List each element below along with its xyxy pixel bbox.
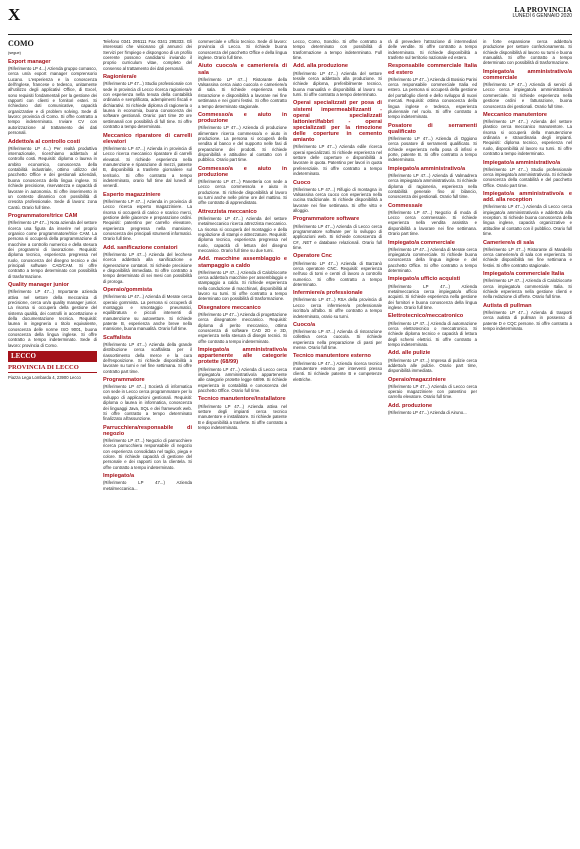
job-ad-title: Impiegato/a amministrativo/a appartenente alle categorie protette (68/99) [198, 347, 287, 366]
job-ad-body: (Riferimento LP 47...) Azienda di produzione alimentare ricerca commesso/a e aiuto in produzione. La persona si occuperà della vendita al banco e del supporto nelle fasi di preparazione dei prodotti. Si richiede disponibilità e attitudine al contatto con il pubblico. Orario part time. [198, 125, 287, 163]
job-ad [103, 133, 192, 189]
job-ad-title: Operaio/gommista [103, 287, 153, 293]
masthead-rule [8, 34, 572, 35]
job-ad-title: Infermiere/a professionale [293, 290, 363, 297]
job-ad-title: Export manager [8, 58, 51, 65]
job-ad [198, 209, 287, 254]
job-ad-body: (Riferimento LP 47...) Panetteria con sede a Lecco cerca commesso/a e aiuto in produzione. Si richiede disponibilità al lavoro su turni anche nelle prime ore del mattino. Si offre contratto di apprendistato. [198, 178, 287, 206]
job-ad [293, 253, 382, 287]
job-ad-title: Tecnico manutentore/installatore [198, 396, 286, 403]
job-ad [198, 63, 287, 108]
job-ad-title: Impiegato/a [103, 473, 135, 480]
job-ad-body: (Riferimento LP 47...) Azienda di Merate cerca operaio gommista. La persona si occuperà di montaggio e smontaggio pneumatici, equilibratura e piccoli interventi di manutenzione su autovetture. Si richiede patente B, esperienza anche breve nella mansione, buona manualità. Orario full time. [103, 294, 192, 332]
job-ad-body: (Riferimento LP 47...) Azienda della grande distribuzione cerca scaffalista per il riassortimento della merce e la cura dell'esposizione. Si richiede disponibilità a lavorare su turni e nel fine settimana. Si offre contratto part time. [103, 341, 192, 374]
job-ad-title: Impiegato/a amministrativo/a commerciale [483, 68, 572, 81]
job-ad [293, 100, 382, 176]
job-ad-title: Addetto/a al controllo costi [8, 138, 81, 145]
job-ad-title: Parrucchiera/responsabile di negozio [103, 424, 192, 437]
job-ad [483, 191, 572, 236]
job-ad-body: (Riferimento LP 47...) Azienda di Oggiono cerca posatore di serramenti qualificato. Si richiede esperienza nella posa di infissi e porte, patente B. Si offre contratto a tempo indeterminato. [388, 135, 477, 163]
job-ad-body: (Riferimento LP 47...) Azienda di Lecco cerca impiegato/a amministrativo/a appartenente alle categorie protette legge 68/99. Si richiede esperienza in contabilità e conoscenza del pacchetto Office. Orario full time. [198, 366, 287, 393]
job-ad [8, 282, 97, 348]
job-ad-title: Tecnico manutentore esterno [293, 353, 371, 360]
province-title: PROVINCIA DI LECCO [8, 364, 97, 373]
job-ad [388, 377, 477, 400]
job-ad-body: (Riferimento LP 47...) Azienda di Barzanò cerca operatore CNC. Requisiti: esperienza nell'uso di torni e centri di lavoro a controllo numerico. Si offre contratto a tempo determinato. [293, 260, 382, 287]
job-ad-body: (Riferimento LP 47...) Studio professionale con sede in provincia di Lecco ricerca ragioniera/e con esperienza nella tenuta della contabilità ordinaria e semplificata, adempimenti fiscali e dichiarativi. Si richiede diploma di ragioneria o laurea in economia, buona conoscenza dei software gestionali. Orario: part time 20 ore settimanali con possibilità di full time. Si offre contratto a tempo determinato. [103, 81, 192, 130]
column-6 [483, 39, 572, 844]
job-ad-title: Scaffalista [103, 334, 131, 341]
job-ad-body: (Riferimento LP 47...) Azienda in provincia di Lecco ricerca meccanico riparatore di carrelli elevatori. Si richiede esperienza nella manutenzione e riparazione di mezzi, patente B, disponibilità a trasferte giornaliere sul territorio. Si offre contratto a tempo indeterminato, orario full time dal lunedì al venerdì. [103, 145, 192, 189]
job-ad [293, 290, 382, 319]
job-ad-title: Meccanico riparatore di carrelli elevatori [103, 132, 192, 145]
job-ad-title: Elettrotecnico/meccatronico [388, 313, 464, 320]
job-ad [198, 112, 287, 163]
job-ad [293, 63, 382, 97]
job-ad-body: (Riferimento LP 47...) Azienda di Airuno... [388, 409, 467, 415]
job-ad-body: (Riferimento LP 47...) Nota azienda del settore ricerca una figura da inserire nel proprio organico come programmatore/trice CAM. La persona si occuperà della programmazione di macchine a controllo numerico e della stesura dei programmi di lavorazione. Requisiti: diploma tecnico, esperienza pregressa nel ruolo, conoscenza del disegno tecnico e dei principali software CAD/CAM. Si offre contratto a tempo determinato con possibilità di trasformazione. [8, 220, 97, 279]
masthead [8, 6, 572, 32]
job-ad-body: (Riferimento LP 47...) Azienda del lecchese ricerca addetto/a alla sanificazione e rigenerazione contatori. Si richiede precisione e disponibilità immediata. Si offre contratto a tempo determinato di sei mesi con possibilità di proroga. [103, 251, 192, 284]
job-ad [198, 166, 287, 206]
job-ad-body: (Riferimento LP 47...) Negozio di moda di Lecco cerca commessa/e. Si richiede esperienza nella vendita assistita e disponibilità a lavorare nei fine settimana. Orario part time. [388, 209, 477, 237]
city-heading: COMO [8, 39, 34, 48]
job-ad-body: (Riferimento LP 47...) Azienda di automazione cerca elettrotecnico o meccatronico. Si richiede diploma tecnico e capacità di lettura degli schemi elettrici. Si offre contratto a tempo indeterminato. [388, 320, 477, 347]
job-ad-title: Operaio/magazziniere [388, 376, 446, 383]
job-ad-body: (Riferimento LP 47...) Azienda attiva nel settore degli impianti cerca tecnico manutentore e installatore. Si richiede patente B e disponibilità a trasferte. Si offre contratto a tempo indeterminato. [198, 403, 287, 430]
job-ad-title: Esperto magazziniere [103, 191, 161, 198]
job-ad-body: (Riferimento LP 47...) Rifugio di montagna in Valsassina cerca cuoco con esperienza nella cucina tradizionale. Si richiede disponibilità a lavorare nei fine settimana. Si offre vitto e alloggio. [293, 186, 382, 214]
job-ad-title: Ragioniera/e [103, 74, 137, 81]
job-ad-body: (Riferimento LP 47...) Azienda di Merate cerca impiegato/a commerciale. Si richiede buona conoscenza della lingua inglese e del pacchetto Office. Si offre contratto a tempo determinato. [388, 246, 477, 274]
job-ad-title: Disegnatore meccanico [198, 304, 261, 311]
job-ad-body: (Riferimento LP 47...) Azienda di Lecco cerca impiegato/a amministrativo/a e addetto/a alla reception. Si richiede buona conoscenza della lingua inglese, capacità organizzative e attitudine al contatto con il pubblico. Orario full time. [483, 204, 572, 237]
job-ad [483, 112, 572, 157]
job-ad [388, 39, 477, 60]
job-ad [198, 347, 287, 393]
job-ad-title: Add. alla produzione [293, 63, 349, 70]
columns [8, 39, 572, 844]
job-ad-title: Cuoco/a [293, 321, 316, 328]
job-ad [293, 180, 382, 214]
job-ad-title: Impiegato/a ufficio acquisti [388, 276, 461, 283]
job-ad-body: in forte espansione cerca addetto/a produzione per settore confezionamento. Si richiede disponibilità al lavoro su turni e buona manualità. Si offre contratto a tempo determinato con possibilità di trasformazione. [483, 39, 572, 66]
job-ad [483, 271, 572, 300]
job-ad-title: Attrezzista meccanico [198, 208, 257, 215]
job-ad [103, 74, 192, 129]
job-ad [388, 403, 477, 416]
job-ad-title: Programmatore/trice CAM [8, 213, 78, 219]
job-ad-body: (Riferimento LP 47...) Azienda di Calolziocorte cerca impiegato/a commerciale Italia. Si richiede esperienza nella gestione clienti e nella redazione di offerte. Orario full time. [483, 278, 572, 300]
job-ad-title: Programmatore software [293, 216, 360, 223]
job-ad-body: (Riferimento LP 47...) Azienda edile ricerca operai specializzati. Si richiede esperienza nel settore delle coperture e disponibilità a lavorare in quota. Patentino per lavori in quota preferenziale. Si offre contratto a tempo indeterminato. [293, 144, 382, 177]
job-ad-body: (Riferimento LP 47...) Azienda di Calolziocorte cerca addetto/a macchine per assemblaggio e stampaggio a caldo. Si richiede esperienza nella conduzione di macchinari, disponibilità al lavoro su turni. Si offre contratto a tempo determinato con possibilità di trasformazione. [198, 269, 287, 302]
newspaper-name: LA PROVINCIA [514, 5, 572, 14]
job-ad [293, 39, 382, 60]
job-ad-body: (Riferimento LP 47...) Azienda di Bosisio Parini cerca responsabile commerciale Italia ed estero. La persona si occuperà della gestione del portafoglio clienti e dello sviluppo di nuovi mercati. Requisiti: ottima conoscenza della lingua inglese e tedesca, esperienza pluriennale nel ruolo. Si offre contratto a tempo indeterminato. [388, 76, 477, 120]
job-ad-body: (Riferimento LP 47...) Importante azienda attiva nel settore della meccanica di precisione, cerca un/a quality manager junior. La risorsa si occuperà della gestione del sistema qualità, dei controlli in accettazione e della documentazione tecnica. Requisiti: laurea in ingegneria o titolo equivalente, conoscenza delle norme ISO 9001, buona conoscenza della lingua inglese. Si offre contratto a tempo indeterminato. Sede di lavoro: provincia di Como. [8, 289, 97, 348]
job-ad-body: (Riferimento LP 47...) Negozio di parrucchiere ricerca parrucchiera responsabile di negozio con esperienza consolidata nel taglio, piega e colore. Si richiede capacità di gestione del personale e dei rapporti con la clientela. Si offre contratto a tempo indeterminato. [103, 437, 192, 470]
ad-list [198, 39, 287, 430]
job-ad-body: (Riferimento LP 47...) Azienda metalmeccanica cerca impiegato/a ufficio acquisti. Si richiede esperienza nella gestione dei fornitori e buona conoscenza della lingua inglese. Orario full time. [388, 283, 477, 311]
job-ad [198, 305, 287, 344]
column-4 [293, 39, 382, 844]
job-ad-body: (Riferimento LP 47...) Impresa di pulizie cerca addetto/a alle pulizie. Orario part time, disponibilità immediata. [388, 357, 477, 374]
job-ad [388, 166, 477, 200]
job-ad-body: (Riferimento LP 47...) Società di informatica con sede in Lecco cerca programmatore per lo sviluppo di applicazioni gestionali. Requisiti: diploma o laurea in informatica, conoscenza dei linguaggi Java, SQL e dei framework web. Si offre contratto a tempo determinato finalizzato all'assunzione. [103, 384, 192, 422]
job-ad-body: (Riferimento LP 47...) Azienda del settore tessile cerca addetto/a alla produzione. Si richiede diploma, preferibilmente tecnico, buona manualità e disponibilità al lavoro su turni. Si offre contratto a tempo determinato. [293, 70, 382, 98]
section-letter: X [8, 5, 21, 24]
job-ad-body: (Riferimento LP 47...) Azienda di Lecco cerca operaio magazziniere con patentino per carrello elevatore. Orario full time. [388, 383, 477, 400]
job-ad [293, 216, 382, 250]
job-ad-body: (Riferimento LP 47...) Azienda metalmeccanica... [103, 480, 192, 491]
job-ad-body: (Riferimento LP 47...) Azienda di Lecco cerca programmatore software per lo sviluppo di applicazioni web. Si richiede conoscenza di C#, .NET e database relazionali. Orario full time. [293, 223, 382, 251]
job-ad-title: Programmatore [103, 376, 145, 383]
job-ad-body: rà di prevedere l'attrazione di intermediari delle vendite. Si offre contratto a tempo indeterminato. Si richiede disponibilità a trasferte sul territorio nazionale ed estero. [388, 39, 477, 61]
ad-list [8, 59, 97, 348]
job-ad [388, 63, 477, 119]
job-ad [198, 256, 287, 301]
job-ad [483, 240, 572, 269]
ad-list [483, 39, 572, 331]
job-ad-title: Commesso/a e aiuto in produzione [198, 111, 287, 125]
job-ad-body: (Riferimento LP 47...) Studio professionale cerca impiegato/a amministrativo/a. Si richiede conoscenza della contabilità e del pacchetto Office. Orario part time. [483, 166, 572, 188]
continued-label: (segue) [8, 51, 21, 55]
job-ad [388, 240, 477, 274]
job-ad-body: (Riferimento LP 47...) Ristorante di Mandello cerca cameriere/a di sala con esperienza. Si richiede disponibilità nei fine settimana e festivi. Si offre contratto stagionale. [483, 246, 572, 268]
job-ad [388, 350, 477, 373]
section-banner: LECCO [8, 351, 97, 362]
job-ad [293, 322, 382, 351]
job-ad-title: Autista di pullman [483, 302, 532, 309]
job-ad-body: Telefono 0341 295111 Fax 0341 295333. Gli interessati che visionano gli annunci dei Servizi per l'impiego e dispongono di un profilo coerente possono candidarsi inviando il proprio curriculum vitae, completo del consenso al trattamento dei dati personali. [103, 39, 192, 71]
job-ad-title: Posatore di serramenti qualificato [388, 122, 477, 135]
job-ad [198, 396, 287, 430]
column-5 [388, 39, 477, 844]
column-2 [103, 39, 192, 844]
job-ad [483, 303, 572, 332]
job-ad-title: Commesso/a e aiuto in produzione [198, 165, 287, 178]
job-ad-body: (Riferimento LP 47...) Azienda di servizi di Lecco cerca impiegato/a amministrativo/a commerciale. Si richiede esperienza nella gestione ordini e fatturazione, buona conoscenza dei gestionali. Orario full time. [483, 82, 572, 109]
province-address: Piazza Lega Lombarda 4, 23900 Lecco [8, 375, 81, 381]
job-ad-title: Commessa/e [388, 202, 423, 209]
job-ad [483, 39, 572, 66]
job-ad-title: Aiuto cuoco/a e cameriere/a di sala [198, 63, 287, 76]
job-ad-body: Lecco, Como, Sondrio. Si offre contratto a tempo determinato con possibilità di trasformazione a tempo indeterminato. Full time. [293, 39, 382, 61]
job-ad [8, 59, 97, 136]
job-ad-title: Cameriere/a di sala [483, 239, 534, 246]
job-ad-title: Impiegato/a amministrativo/a [483, 159, 561, 166]
job-ad [103, 335, 192, 374]
job-ad [293, 353, 382, 382]
job-ad [8, 139, 97, 210]
job-ad-body: (Riferimento LP 47...) Azienda ricerca tecnico manutentore esterno per interventi presso clienti. Si richiede patente B e competenze elettriche. [293, 360, 382, 382]
job-ad-title: Add. produzione [388, 402, 433, 409]
ad-list [103, 39, 192, 491]
job-ad [198, 39, 287, 60]
job-ad [483, 160, 572, 189]
job-ad-body: (Riferimento LP 47...) Azienda di trasporti cerca autista di pullman in possesso di patente D e CQC persone. Si offre contratto a tempo indeterminato. [483, 309, 572, 331]
job-ad-title: Impiegato/a amministrativo/a [388, 165, 466, 172]
job-ad-body: (Riferimento LP 4...) Per realtà produttiva internazionale, ricerchiamo addetto/a al controllo costi. Requisiti: diploma o laurea in ambito economico, conoscenza della contabilità industriale, ottimo utilizzo del pacchetto Office e dei gestionali aziendali, buona conoscenza della lingua inglese. Si richiede precisione, riservatezza e capacità di lavorare in autonomia. Si offre inserimento in un contesto dinamico con possibilità di crescita professionale. Sede di lavoro: zona Cantù. Orario full time. [8, 145, 97, 210]
job-ad-title: Quality manager junior [8, 282, 69, 289]
job-ad [103, 425, 192, 470]
job-ad [103, 473, 192, 491]
job-ad [388, 313, 477, 347]
job-ad-title: Add. sanificazione contatori [103, 244, 178, 251]
issue-date: LUNEDÌ 6 GENNAIO 2020 [512, 12, 572, 19]
job-ad [8, 213, 97, 279]
job-ad-title: Add. alle pulizie [388, 350, 431, 357]
job-ad [103, 287, 192, 332]
job-ad-title: Impiegato/a commerciale [388, 239, 455, 246]
job-ad-title: Operai specializzati per posa di sistemi impermeabilizzanti - operai specializzati lattonieri/fabbri - operai specializzati per la rimozione delle coperture in cemento amianto [293, 100, 382, 144]
job-ad-body: (Riferimento LP 47...) Azienda di progettazione cerca disegnatore meccanico. Requisiti: diploma di perito meccanico, ottima conoscenza di software CAD 2D e 3D, esperienza nella stesura di disegni tecnici. Si offre contratto a tempo indeterminato. [198, 311, 287, 344]
job-ad [388, 123, 477, 163]
job-ad-body: (Riferimento LP 47...) Azienda di Valmadrera cerca impiegato/a amministrativo/a. Si richiede diploma di ragioneria, esperienza nella contabilità generale fino al bilancio, conoscenza dei gestionali. Orario full time. [388, 172, 477, 200]
job-ad [103, 192, 192, 242]
job-ad-body: (Riferimento LP 47...) Azienda in provincia di Lecco ricerca esperto magazziniere. La risorsa si occuperà di carico e scarico merci, gestione delle giacenze e preparazione ordini. Requisiti: patentino per carrello elevatore, esperienza pregressa nella mansione, conoscenza dei principali strumenti informatici. Orario full time. [103, 198, 192, 242]
job-ad [483, 69, 572, 109]
job-ad-title: Responsabile commerciale Italia ed estero [388, 63, 477, 76]
job-ad-title: Meccanico manutentore [483, 111, 548, 118]
job-ad-title: Operatore Cnc [293, 253, 332, 260]
job-ad-title: Impiegato/a amministrativo/a e add. alla reception [483, 191, 572, 204]
job-ad [103, 39, 192, 71]
job-ad-body: (Riferimento LP 4...) Azienda gruppo comasco, cerca un/a export manager comprensorio Lucano. L'esperienza e la conoscenza dell'inglese, francese o tedesco, unitamente all'utilizzo degli applicativi Office, di Excel, sono requisiti fondamentali per la gestione dei rapporti con clienti e fornitori esteri. Si richiedono doti comunicative, capacità organizzative e di problem solving. Sede di lavoro: provincia di Como. Si offre contratto a tempo indeterminato. Inviare CV con autorizzazione al trattamento dei dati personali. [8, 65, 97, 136]
masthead-right [513, 6, 572, 19]
job-ad [388, 276, 477, 310]
job-ad-title: Cuoco [293, 179, 311, 186]
job-ad-title: Add. macchine assemblaggio e stampaggio a caldo [198, 256, 287, 269]
column-3 [198, 39, 287, 844]
job-ad [103, 245, 192, 284]
job-ad [388, 203, 477, 237]
job-ad-body: (Riferimento LP 47...) Azienda del settore plastico cerca meccanico manutentore. La risorsa si occuperà della manutenzione ordinaria e straordinaria degli impianti. Requisiti: diploma tecnico, esperienza nel ruolo, disponibilità al lavoro su turni. Si offre contratto a tempo indeterminato. [483, 119, 572, 157]
job-ad-body: commerciale e ufficio tecnico. Sede di lavoro: provincia di Lecco. Si richiede buona conoscenza del pacchetto Office e della lingua inglese. Orario full time. [198, 39, 287, 61]
job-ad-body: (Riferimento LP 47...) Ristorante della Valsassina cerca aiuto cuoco/a e cameriere/a di sala. Si richiede esperienza nella ristorazione e disponibilità a lavorare nei fine settimana e nei giorni festivi. Si offre contratto a tempo determinato stagionale. [198, 76, 287, 109]
job-ad-body: (Riferimento LP 47...) Azienda del settore metalmeccanico ricerca attrezzista meccanico. La risorsa si occuperà del montaggio e della regolazione di stampi e attrezzature. Requisiti: diploma tecnico, esperienza pregressa nel ruolo, capacità di lettura del disegno meccanico. Orario full time su due turni. [198, 215, 287, 254]
job-ad [103, 377, 192, 422]
job-ad-title: Impiegato/a commerciale Italia [483, 271, 565, 278]
ad-list [293, 39, 382, 382]
job-ad-body: (Riferimento LP 47...) RSA della provincia di Lecco cerca infermiere/a professionale iscritto/a all'albo. Si offre contratto a tempo indeterminato, orario su turni. [293, 297, 382, 319]
column-1 [8, 39, 97, 844]
ad-list [388, 39, 477, 415]
job-ad-body: (Riferimento LP 47...) Azienda di ristorazione collettiva cerca cuoco/a. Si richiede esperienza nella preparazione di pasti per mense. Orario full time. [293, 329, 382, 351]
